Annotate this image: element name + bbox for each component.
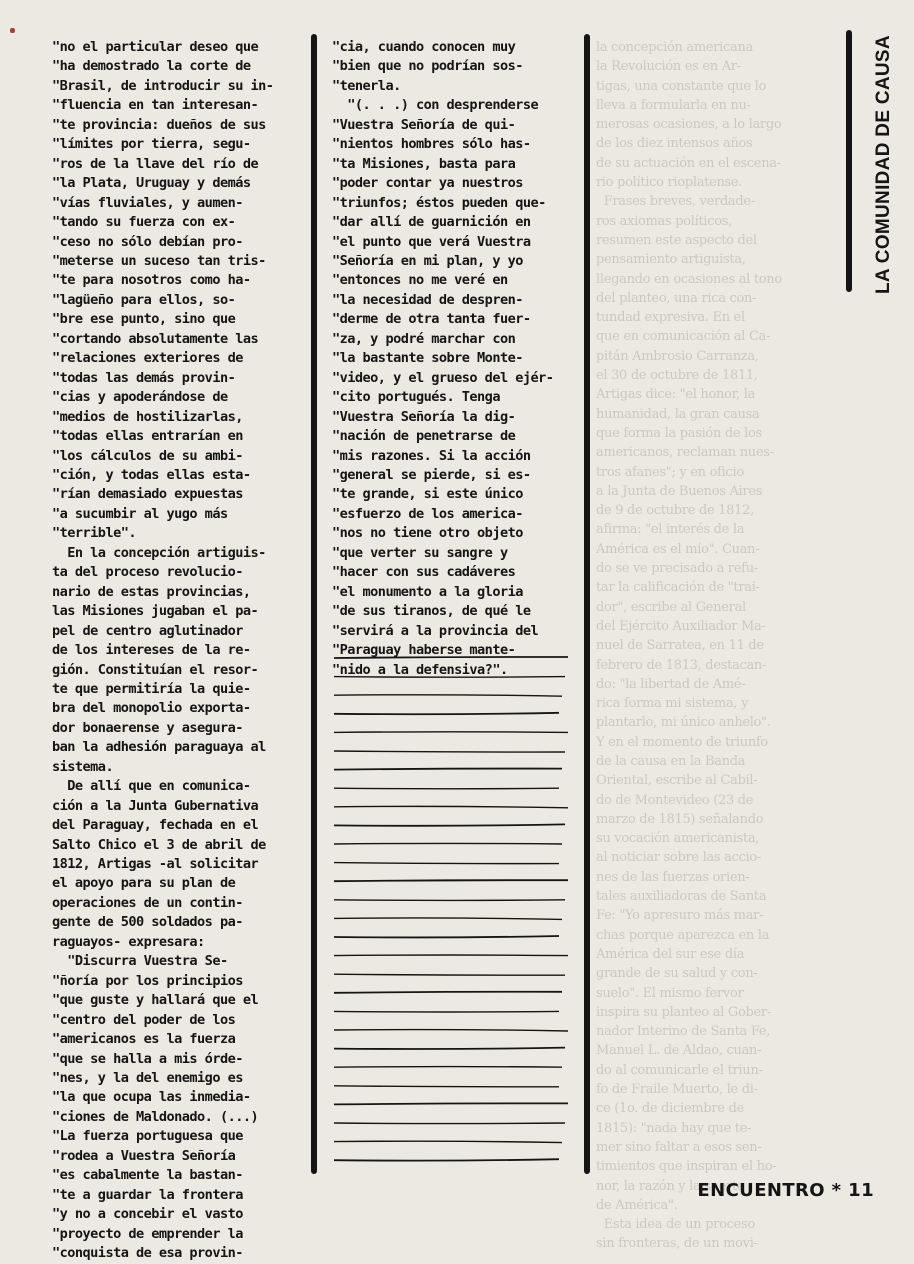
ink-speck	[10, 28, 15, 33]
text-line: "que verter su sangre y	[332, 544, 508, 561]
faded-text-line: del planteo, una rica con-	[596, 290, 757, 306]
faded-text-line: Manuel L. de Aldao, cuan-	[596, 1043, 762, 1059]
text-line: las Misiones jugaban el pa-	[52, 603, 259, 620]
text-line: ta del proceso revolucio-	[52, 564, 243, 581]
text-line: "la Plata, Uruguay y demás	[52, 175, 251, 192]
text-line: "a sucumbir al yugo más	[52, 505, 228, 522]
faded-text-line: sin fronteras, de un movi-	[596, 1236, 758, 1252]
faded-text-line: su vocación americanista,	[596, 831, 760, 847]
faded-text-line: rica forma mi sistema, y	[596, 696, 749, 712]
faded-text-line: de su actuación en el escena-	[596, 155, 781, 171]
text-line: "límites por tierra, segu-	[52, 136, 251, 153]
text-line: "que guste y hallará que el	[52, 992, 259, 1009]
faded-text-line: do se ve precisado a refu-	[596, 561, 758, 577]
text-line: "medios de hostilizarlas,	[52, 408, 243, 425]
text-column-middle	[332, 38, 572, 680]
text-line: "cortando absolutamente las	[52, 330, 259, 347]
text-line: "el monumento a la gloria	[332, 583, 523, 600]
ruled-line	[334, 955, 568, 956]
text-line: "mis razones. Si la acción	[332, 447, 531, 464]
text-line: "todas las demás provin-	[52, 369, 236, 386]
text-line: "ciones de Maldonado. (...)	[52, 1108, 259, 1125]
ruled-line	[334, 936, 559, 937]
text-line: "centro del poder de los	[52, 1011, 236, 1028]
ruled-line	[334, 788, 559, 789]
text-line: "cito portugués. Tenga	[332, 389, 500, 406]
text-line: "bre ese punto, sino que	[52, 311, 236, 328]
text-line: "nido a la defensiva?".	[332, 661, 508, 678]
faded-text-line: resumen este aspecto del	[596, 232, 757, 248]
text-line: "los cálculos de su ambi-	[52, 447, 243, 464]
text-line: "que se halla a mis órde-	[52, 1050, 243, 1067]
text-line: "Paraguay haberse mante-	[332, 642, 516, 659]
text-line: "la bastante sobre Monte-	[332, 350, 523, 367]
text-line: "lagüeño para ellos, so-	[52, 291, 236, 308]
text-line: "te para nosotros como ha-	[52, 272, 251, 289]
faded-text-line: inspira su planteo al Gober-	[596, 1004, 771, 1020]
ruled-line	[334, 806, 568, 807]
faded-text-line: do de Montevideo (23 de	[596, 792, 754, 808]
faded-text-line: febrero de 1813, destacan-	[596, 657, 767, 673]
column-divider-right	[584, 34, 590, 1174]
ruled-line	[334, 918, 562, 919]
faded-text-line: Frases breves, verdade-	[596, 194, 755, 210]
ruled-line	[334, 1030, 568, 1031]
faded-text-line: América del sur ese día	[596, 946, 745, 962]
faded-text-line: merosas ocasiones, a lo largo	[596, 117, 782, 133]
text-line: "ción, y todas ellas esta-	[52, 466, 251, 483]
text-line: "Vuestra Señoría de qui-	[332, 116, 516, 133]
text-line: "dar allí de guarnición en	[332, 214, 531, 231]
faded-text-line: Oriental, escribe al Cabil-	[596, 773, 758, 789]
text-line: "Discurra Vuestra Se-	[52, 953, 228, 970]
text-line: "la necesidad de despren-	[332, 291, 523, 308]
ruled-line	[334, 751, 565, 752]
ruled-line	[334, 843, 562, 844]
text-line: En la concepción artiguis-	[52, 544, 266, 561]
ruled-line	[334, 992, 562, 993]
section-title-vertical: LA COMUNIDAD DE CAUSA	[873, 35, 894, 294]
text-line: "derme de otra tanta fuer-	[332, 311, 531, 328]
text-line: "de sus tiranos, de qué le	[332, 603, 531, 620]
faded-text-line: nes de las fuerzas orien-	[596, 869, 750, 885]
faded-text-line: chas porque aparezca en la	[596, 927, 770, 943]
faded-text-line: de América".	[596, 1197, 678, 1213]
text-line: el apoyo para su plan de	[52, 875, 236, 892]
ruled-line	[334, 769, 562, 770]
text-line: "tenerla.	[332, 77, 401, 94]
ruled-line	[334, 880, 568, 881]
faded-text-line: americanos, reclaman nues-	[596, 445, 774, 461]
text-line: "video, y el grueso del ejér-	[332, 369, 554, 386]
faded-text-line: nador Interino de Santa Fe,	[596, 1024, 771, 1040]
ruled-line	[334, 713, 559, 714]
faded-text-line: que en comunicación al Ca-	[596, 329, 771, 345]
text-line: gión. Constituían el resor-	[52, 661, 259, 678]
text-column-right-faded	[596, 38, 824, 1254]
text-line: "servirá a la provincia del	[332, 622, 539, 639]
text-line: "relaciones exteriores de	[52, 350, 243, 367]
faded-text-line: tales auxiliadoras de Santa	[596, 889, 767, 905]
ruled-line	[334, 1141, 562, 1142]
text-line: "terrible".	[52, 525, 136, 542]
text-line: "ros de la llave del río de	[52, 155, 259, 172]
faded-text-line: de la causa en la Banda	[596, 753, 746, 769]
blank-ruled-lines	[330, 650, 576, 1175]
faded-text-line: rio político rioplatense.	[596, 175, 743, 191]
text-line: "(. . .) con desprenderse	[332, 97, 539, 114]
faded-text-line: Artigas dice: "el honor, la	[596, 387, 756, 403]
text-line: "la que ocupa las inmedia-	[52, 1089, 251, 1106]
text-line: bra del monopolio exporta-	[52, 700, 251, 717]
text-line: "triunfos; éstos pueden que-	[332, 194, 546, 211]
faded-text-line: llegando en ocasiones al tono	[596, 271, 782, 287]
text-line: "ceso no sólo debían pro-	[52, 233, 243, 250]
faded-text-line: humanidad, la gran causa	[596, 406, 760, 422]
ruled-line	[334, 695, 562, 696]
faded-text-line: do al comunicarle el triun-	[596, 1062, 763, 1078]
faded-text-line: timientos que inspiran el ho-	[596, 1159, 777, 1175]
faded-text-line: dor", escribe al General	[596, 599, 746, 615]
text-line: 1812, Artigas -al solicitar	[52, 856, 259, 873]
ruled-line	[334, 974, 565, 975]
faded-text-line: marzo de 1815) señalando	[596, 811, 764, 827]
text-line: "todas ellas entrarían en	[52, 428, 243, 445]
text-line: "bien que no podrían sos-	[332, 58, 523, 75]
faded-text-line: nuel de Sarratea, en 11 de	[596, 638, 764, 654]
faded-text-line: el 30 de octubre de 1811,	[596, 368, 758, 384]
text-line: ban la adhesión paraguaya al	[52, 739, 266, 756]
ruled-line	[334, 657, 568, 658]
text-column-left	[52, 38, 304, 1264]
faded-text-line: do: "la libertad de Amé-	[596, 676, 746, 692]
text-line: sistema.	[52, 758, 114, 775]
faded-text-line: tar la calificación de "trai-	[596, 580, 760, 596]
faded-text-line: tros afanes"; y en oficio	[596, 464, 744, 480]
text-line: "rían demasiado expuestas	[52, 486, 243, 503]
faded-text-line: grande de su salud y con-	[596, 966, 758, 982]
faded-text-line: Fe: "Yo apresuro más mar-	[596, 908, 764, 924]
text-line: "meterse un suceso tan tris-	[52, 252, 266, 269]
ruled-line	[334, 1067, 562, 1068]
ruled-line	[334, 824, 565, 825]
faded-text-line: de 9 de octubre de 1812,	[596, 503, 754, 519]
text-line: "Brasil, de introducir su in-	[52, 77, 274, 94]
faded-text-line: lleva a formularla en nu-	[596, 97, 751, 113]
faded-text-line: afirma: "el interés de la	[596, 522, 745, 538]
text-line: "hacer con sus cadáveres	[332, 564, 516, 581]
faded-text-line: a la Junta de Buenos Aires	[596, 483, 763, 499]
text-line: "Vuestra Señoría la dig-	[332, 408, 516, 425]
title-bar	[846, 30, 852, 292]
faded-text-line: plantarlo, mi único anhelo".	[596, 715, 771, 731]
faded-text-line: tigas, una constante que lo	[596, 78, 766, 94]
faded-text-line: pensamiento artiguista,	[596, 252, 746, 268]
text-line: te que permitiría la quie-	[52, 680, 251, 697]
faded-text-line: fo de Fraile Muerto, le di-	[596, 1082, 758, 1098]
column-divider-left	[311, 34, 317, 1174]
text-line: raguayos- expresara:	[52, 933, 205, 950]
text-line: "ta Misiones, basta para	[332, 155, 516, 172]
text-line: "te a guardar la frontera	[52, 1186, 243, 1203]
faded-text-line: mer sino faltar a esos sen-	[596, 1139, 762, 1155]
ruled-line	[334, 1123, 565, 1124]
text-line: "rodea a Vuestra Señoría	[52, 1147, 236, 1164]
text-line: "La fuerza portuguesa que	[52, 1128, 243, 1145]
text-line: "ñoría por los principios	[52, 972, 243, 989]
faded-text-line: tundad expresiva. En el	[596, 310, 745, 326]
ruled-line	[334, 1159, 559, 1160]
ruled-line	[334, 1103, 568, 1104]
text-line: de los intereses de la re-	[52, 642, 251, 659]
text-line: ción a la Junta Gubernativa	[52, 797, 259, 814]
faded-text-line: la concepción americana	[596, 40, 753, 55]
text-line: "vías fluviales, y aumen-	[52, 194, 243, 211]
faded-text-line: del Ejército Auxiliador Ma-	[596, 618, 766, 634]
text-line: nario de estas provincias,	[52, 583, 251, 600]
text-line: "cia, cuando conocen muy	[332, 39, 516, 55]
text-line: "el punto que verá Vuestra	[332, 233, 531, 250]
text-line: "nientos hombres sólo has-	[332, 136, 531, 153]
text-line: "te grande, si este único	[332, 486, 523, 503]
text-line: "ha demostrado la corte de	[52, 58, 251, 75]
text-line: "conquista de esa provin-	[52, 1245, 243, 1262]
text-line: "americanos es la fuerza	[52, 1031, 236, 1048]
ruled-line	[334, 863, 559, 864]
text-line: "poder contar ya nuestros	[332, 175, 523, 192]
text-line: "Señoría en mi plan, y yo	[332, 252, 523, 269]
text-line: "nos no tiene otro objeto	[332, 525, 523, 542]
faded-text-line: América es el mío". Cuan-	[596, 541, 760, 557]
text-line: "za, y podré marchar con	[332, 330, 516, 347]
ruled-line	[334, 1048, 565, 1049]
ruled-line	[334, 1086, 559, 1087]
text-line: De allí que en comunica-	[52, 778, 251, 795]
faded-text-line: la Revolución es en Ar-	[596, 59, 741, 75]
text-line: "tando su fuerza con ex-	[52, 214, 236, 231]
text-line: "esfuerzo de los america-	[332, 505, 523, 522]
ruled-line	[334, 1011, 559, 1012]
text-line: pel de centro aglutinador	[52, 622, 243, 639]
faded-text-line: ros axiomas políticos,	[596, 213, 732, 229]
faded-text-line: 1815): "nada hay que te-	[596, 1120, 752, 1136]
text-line: "general se pierde, si es-	[332, 466, 531, 483]
text-line: "y no a concebir el vasto	[52, 1206, 243, 1223]
faded-text-line: Y en el momento de triunfo	[596, 734, 768, 750]
text-line: "te provincia: dueños de sus	[52, 116, 266, 133]
faded-text-line: de los diez intensos años	[596, 136, 753, 152]
text-line: operaciones de un contin-	[52, 894, 243, 911]
text-line: "fluencia en tan interesan-	[52, 97, 259, 114]
text-line: dor bonaerense y asegura-	[52, 719, 243, 736]
page-footer: ENCUENTRO * 11	[697, 1180, 874, 1201]
faded-text-line: al noticiar sobre las accio-	[596, 850, 762, 866]
ruled-line	[334, 900, 565, 901]
faded-text-line: nor, la razón y la suerte	[596, 1178, 745, 1194]
ruled-line	[334, 732, 568, 733]
text-line: "nes, y la del enemigo es	[52, 1070, 243, 1087]
faded-text-line: suelo". El mismo fervor	[596, 985, 744, 1001]
faded-text-line: pitán Ambrosio Carranza,	[596, 348, 759, 364]
text-line: "es cabalmente la bastan-	[52, 1167, 243, 1184]
text-line: "cias y apoderándose de	[52, 389, 228, 406]
text-line: gente de 500 soldados pa-	[52, 914, 243, 931]
faded-text-line: que forma la pasión de los	[596, 425, 762, 441]
ruled-line	[334, 677, 565, 678]
text-line: del Paraguay, fechada en el	[52, 817, 259, 834]
faded-text-line: ce (1o. de diciembre de	[596, 1101, 744, 1117]
text-line: "proyecto de emprender la	[52, 1225, 243, 1242]
text-line: "entonces no me veré en	[332, 272, 508, 289]
text-line: Salto Chico el 3 de abril de	[52, 836, 266, 853]
text-line: "nación de penetrarse de	[332, 428, 516, 445]
text-line: "no el particular deseo que	[52, 39, 259, 55]
faded-text-line: Esta idea de un proceso	[596, 1217, 755, 1233]
